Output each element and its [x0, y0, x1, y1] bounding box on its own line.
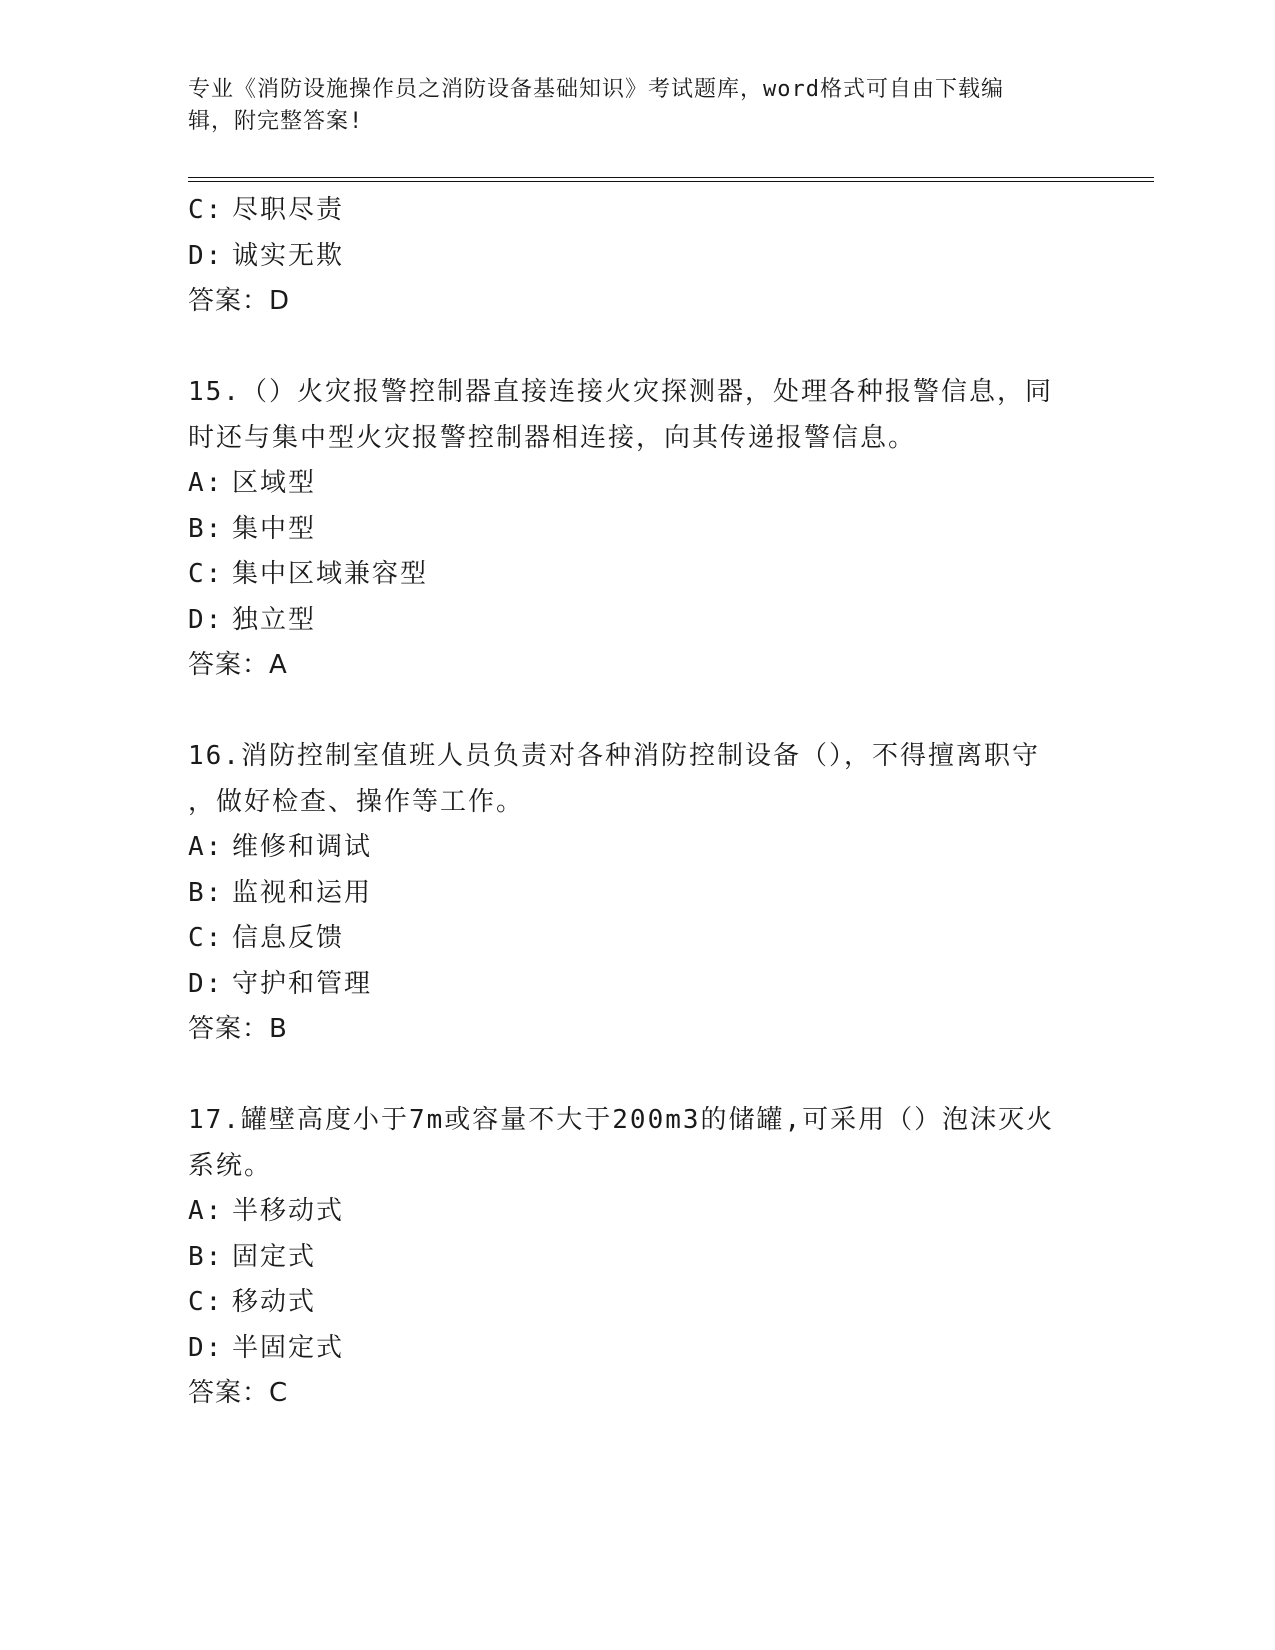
- option-c: [188, 916, 1088, 962]
- question-stem-line: 17.罐壁高度小于7m或容量不大于200m3的储罐,可采用（）泡沫灭火: [188, 1105, 1055, 1135]
- option-letter: A:: [188, 1196, 224, 1226]
- question-stem-line: 系统。: [188, 1150, 273, 1181]
- option-text: 区域型: [232, 468, 317, 498]
- option-text: 独立型: [232, 604, 317, 635]
- answer-label: 答案：: [188, 286, 270, 316]
- option-d: [188, 962, 1088, 1008]
- option-letter: B:: [188, 877, 224, 908]
- option-letter: A:: [188, 832, 224, 862]
- option-text: 半固定式: [232, 1332, 345, 1363]
- option-letter: C:: [188, 923, 224, 953]
- question-stem-line: ，做好检查、操作等工作。: [188, 786, 525, 817]
- option-letter: D:: [188, 604, 224, 635]
- header-line-1: 专业《消防设施操作员之消防设备基础知识》考试题库，word格式可自由下载编: [188, 77, 1004, 102]
- option-a: [188, 1189, 1088, 1235]
- answer-value: D: [269, 286, 291, 316]
- document-header: [188, 74, 1078, 138]
- option-text: 尽职尽责: [232, 195, 345, 225]
- answer-value: A: [269, 650, 288, 680]
- answer-line: [188, 279, 1088, 325]
- spacer: [188, 689, 1088, 735]
- question-15: [188, 370, 1088, 689]
- spacer: [188, 1053, 1088, 1099]
- option-a: [188, 461, 1088, 507]
- answer-label: 答案：: [188, 1378, 270, 1408]
- partial-question: [188, 188, 1088, 325]
- question-stem-line: 时还与集中型火灾报警控制器相连接，向其传递报警信息。: [188, 422, 917, 453]
- option-d: [188, 234, 1088, 280]
- answer-label: 答案：: [188, 650, 270, 680]
- spacer: [188, 325, 1088, 371]
- option-letter: B:: [188, 1241, 224, 1272]
- option-letter: C:: [188, 1287, 224, 1317]
- header-double-rule: [188, 177, 1154, 182]
- option-b: [188, 507, 1088, 553]
- option-b: [188, 871, 1088, 917]
- option-c: [188, 552, 1088, 598]
- option-letter: B:: [188, 513, 224, 544]
- option-text: 信息反馈: [232, 923, 345, 953]
- option-text: 诚实无欺: [232, 240, 345, 271]
- option-text: 固定式: [232, 1241, 317, 1272]
- option-d: [188, 598, 1088, 644]
- header-line-2: 辑，附完整答案!: [188, 109, 364, 134]
- question-16: [188, 734, 1088, 1053]
- answer-line: [188, 1371, 1088, 1417]
- option-text: 守护和管理: [232, 968, 373, 999]
- option-b: [188, 1235, 1088, 1281]
- option-letter: D:: [188, 240, 224, 271]
- option-letter: D:: [188, 1332, 224, 1363]
- option-text: 半移动式: [232, 1196, 345, 1226]
- option-a: [188, 825, 1088, 871]
- question-17: [188, 1098, 1088, 1417]
- question-stem-line: 15.（）火灾报警控制器直接连接火灾探测器，处理各种报警信息，同: [188, 377, 1053, 407]
- answer-label: 答案：: [188, 1014, 270, 1044]
- option-letter: C:: [188, 195, 224, 225]
- option-d: [188, 1326, 1088, 1372]
- option-letter: A:: [188, 468, 224, 498]
- answer-value: C: [269, 1378, 289, 1408]
- question-list: [188, 188, 1088, 1417]
- option-text: 监视和运用: [232, 877, 373, 908]
- option-text: 维修和调试: [232, 832, 373, 862]
- option-text: 集中区域兼容型: [232, 559, 429, 589]
- answer-value: B: [269, 1014, 288, 1044]
- option-text: 集中型: [232, 513, 317, 544]
- question-stem-line: 16.消防控制室值班人员负责对各种消防控制设备（），不得擅离职守: [188, 741, 1040, 771]
- option-letter: C:: [188, 559, 224, 589]
- option-c: [188, 1280, 1088, 1326]
- option-text: 移动式: [232, 1287, 317, 1317]
- answer-line: [188, 643, 1088, 689]
- option-letter: D:: [188, 968, 224, 999]
- answer-line: [188, 1007, 1088, 1053]
- option-c: [188, 188, 1088, 234]
